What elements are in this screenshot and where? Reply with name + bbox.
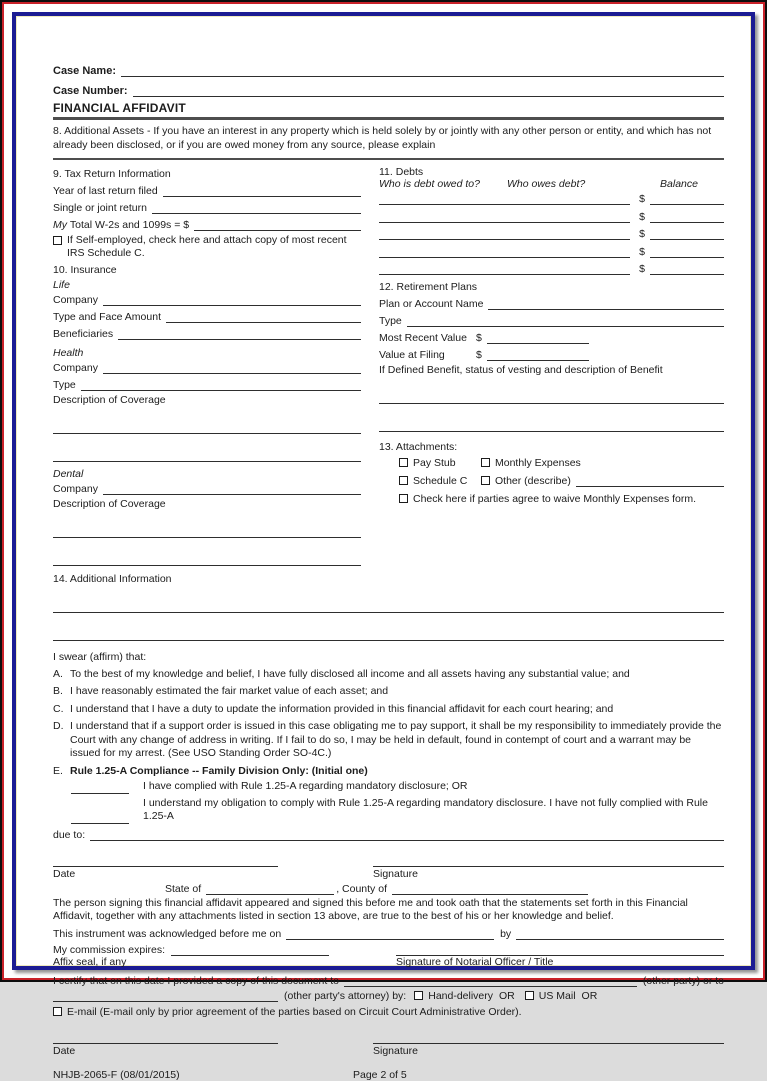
write-line[interactable] [53,600,724,613]
oath-item-letter: A. [53,667,63,680]
write-line[interactable] [53,525,361,538]
commission-date-field[interactable] [171,943,329,956]
recent-value-label: Most Recent Value [379,332,467,344]
life-type-field[interactable] [166,310,361,323]
by-label: by [500,927,512,940]
certify-row2 [53,989,724,1002]
case-name-row [53,61,724,77]
certify-row1 [53,973,724,987]
case-name-label: Case Name: [53,65,116,77]
left-column [53,166,361,569]
other-label: Other (describe) [495,474,571,487]
two-column-area [53,166,724,569]
monthly-expenses-label: Monthly Expenses [495,456,581,469]
oath-item-c [53,703,724,717]
dental-description-line2 [53,552,361,566]
us-mail-checkbox[interactable] [525,991,534,1000]
additional-info-line2 [53,627,724,641]
dollar-sign: $ [639,228,645,240]
affix-seal-label: Affix seal, if any [53,955,127,968]
section8-text: 8. Additional Assets - If you have an interest in any property which is held solely by or jointly with any other person or entity, and which has not already been disclosed, or if you are owed money from any source, please explain [53,125,712,151]
signature-row-2 [53,1031,724,1044]
section11-heading: 11. Debts [379,166,424,178]
signature-field[interactable] [373,1031,724,1044]
case-number-field[interactable] [133,84,724,97]
health-company-field[interactable] [103,361,361,374]
plan-type-row [379,313,724,327]
oath-item-text: I have reasonably estimated the fair market value of each asset; and [70,685,389,697]
page-inner-border [16,16,751,1081]
rule-option2-text: I understand my obligation to comply with Rule 1.25-A regarding mandatory disclosure. I have not fully complied with Rule 1.25-A [143,796,708,822]
health-label: Health [53,347,84,359]
dental-company-label: Company [53,483,98,495]
other-party-label: (other party) or to [642,974,724,987]
rule-option1-row [71,780,724,794]
state-label: State of [165,882,202,895]
oath-item-text: I understand that if a support order is issued in this case obligating me to pay support, it shall be my responsibility to immediately provide the Court with any change of address in writing. If I fail to do so, I may be held in default, found in contempt of court and a warrant may be issued for my arrest. (See USO Standing Order SO-4C.) [70,720,722,759]
attachments-row3 [399,492,724,505]
county-field[interactable] [392,882,588,895]
schedule-c-checkbox[interactable] [399,476,408,485]
oath-item-e [53,765,724,779]
tax-year-row [53,183,361,197]
waive-checkbox[interactable] [399,494,408,503]
balance-field[interactable] [650,210,724,223]
dollar-sign: $ [476,349,482,361]
dental-label: Dental [53,468,84,480]
debt-row [379,244,724,258]
health-description-line2 [53,448,361,462]
page-red-border [2,2,765,1081]
certify-row3 [53,1006,724,1018]
affix-seal-row [53,956,724,968]
balance-field[interactable] [650,192,724,205]
life-type-row [53,309,361,323]
balance-field[interactable] [650,227,724,240]
rule-option2-row [71,797,724,824]
certify-text: I certify that on this date I provided a copy of this document to [53,974,339,987]
pay-stub-label: Pay Stub [413,456,456,469]
case-number-row [53,81,724,97]
schedule-c-label: Schedule C [413,474,468,487]
single-joint-label: Single or joint return [53,202,147,214]
life-company-label: Company [53,294,98,306]
date-field[interactable] [53,1031,278,1044]
plan-name-label: Plan or Account Name [379,298,484,310]
value-filing-field[interactable] [487,348,589,361]
form-title: FINANCIAL AFFIDAVIT [53,101,186,115]
acknowledged-date-field[interactable] [286,927,494,940]
section13-heading: 13. Attachments: [379,441,458,453]
hand-delivery-label: Hand-delivery [428,989,494,1002]
beneficiaries-field[interactable] [118,327,361,340]
oath-item-a [53,668,724,682]
signature-labels-1 [53,868,724,880]
write-line[interactable] [379,419,724,432]
notarial-signature-field[interactable] [396,943,724,956]
due-to-field[interactable] [90,828,724,841]
w2-total-field[interactable] [194,218,361,231]
write-line[interactable] [53,421,361,434]
section12-heading: 12. Retirement Plans [379,281,478,293]
section-divider [53,158,724,160]
life-type-label: Type and Face Amount [53,311,161,323]
signature-field[interactable] [373,854,724,867]
oath-item-letter: B. [53,685,63,697]
debts-col1-header: Who is debt owed to? [379,178,480,190]
write-line[interactable] [53,449,361,462]
value-filing-row [379,347,724,361]
debts-col3-header: Balance [660,178,698,190]
monthly-expenses-checkbox[interactable] [481,458,490,467]
date-label: Date [53,1044,76,1057]
defined-benefit-label: If Defined Benefit, status of vesting and description of Benefit [379,364,663,376]
debt-field[interactable] [379,227,630,240]
waive-label: Check here if parties agree to waive Monthly Expenses form. [413,492,697,505]
attachments-row2 [399,474,724,487]
oath-item-d [53,720,724,761]
self-employed-label: If Self-employed, check here and attach copy of most recent IRS Schedule C. [67,234,347,259]
recent-value-field[interactable] [487,331,589,344]
attorney-field[interactable] [53,989,278,1002]
form-number: NHJB-2065-F (08/01/2015) [53,1068,180,1081]
w2-total-row [53,217,361,231]
other-describe-field[interactable] [576,474,724,487]
section14-heading: 14. Additional Information [53,573,172,585]
email-label: E-mail (E-mail only by prior agreement of the parties based on Circuit Court Administrative Order). [67,1005,522,1018]
plan-name-field[interactable] [488,297,724,310]
commission-label: My commission expires: [53,943,166,956]
dollar-sign: $ [639,263,645,275]
section9-heading: 9. Tax Return Information [53,168,171,180]
oath-item-letter: C. [53,702,64,715]
or-text: OR [499,989,515,1002]
additional-info-line1 [53,599,724,613]
debt-field[interactable] [379,245,630,258]
form-page [17,17,750,1081]
dental-description-label: Description of Coverage [53,498,166,510]
due-to-row [53,827,724,841]
dollar-sign: $ [639,210,645,223]
signature-label: Signature [373,867,418,880]
life-company-field[interactable] [103,293,361,306]
oath-section [53,651,724,841]
recent-value-row [379,330,724,344]
form-title-row [53,101,724,120]
beneficiaries-label: Beneficiaries [53,328,114,340]
life-label: Life [53,279,70,291]
self-employed-row [53,234,361,260]
debt-row [379,226,724,240]
acknowledged-row [53,926,724,940]
oath-item-text: To the best of my knowledge and belief, I have fully disclosed all income and all assets having any substantial value; and [70,667,630,680]
rule-option1-text: I have complied with Rule 1.25-A regarding mandatory disclosure; OR [143,780,468,792]
oath-item-letter: E. [53,764,63,777]
debt-field[interactable] [379,262,630,275]
state-field[interactable] [206,882,334,895]
due-to-label: due to: [53,828,86,841]
plan-type-field[interactable] [407,314,724,327]
oath-item-letter: D. [53,720,64,732]
dollar-sign: $ [476,332,482,344]
debt-field[interactable] [379,210,630,223]
w2-label: Total W-2s and 1099s = $ [69,219,190,231]
notarial-officer-label: Signature of Notarial Officer / Title [396,955,554,968]
signature-labels-2 [53,1045,724,1057]
date-label: Date [53,867,76,880]
health-type-label: Type [53,379,76,391]
debt-row [379,209,724,223]
page-footer [53,1069,724,1081]
dental-company-row [53,481,361,495]
write-line[interactable] [53,628,724,641]
balance-field[interactable] [650,245,724,258]
single-joint-field[interactable] [152,201,361,214]
dollar-sign: $ [639,193,645,205]
commission-row [53,943,724,956]
value-filing-label: Value at Filing [379,349,445,361]
hand-delivery-checkbox[interactable] [414,991,423,1000]
notary-paragraph: The person signing this financial affidavit appeared and signed this before me and took oath that the statements set forth in this Financial Affidavit, together with any attachments listed in section 13 above, are true to the best of his or her knowledge and belief. [53,896,688,922]
plan-name-row [379,296,724,310]
plan-type-label: Type [379,315,402,327]
signature-label: Signature [373,1044,418,1057]
health-company-row [53,360,361,374]
section10-heading: 10. Insurance [53,264,117,276]
case-name-field[interactable] [121,64,724,77]
debts-header-row [379,178,724,190]
attachments-row1 [399,456,724,469]
state-county-row [165,882,724,895]
date-field[interactable] [53,854,278,867]
tax-year-field[interactable] [163,184,361,197]
beneficiaries-row [53,326,361,340]
email-checkbox[interactable] [53,1007,62,1016]
initial-field[interactable] [71,811,129,824]
health-description-label: Description of Coverage [53,394,166,406]
page-blue-border [12,12,755,1081]
county-label: , County of [336,882,387,895]
case-number-label: Case Number: [53,85,128,97]
write-line[interactable] [379,391,724,404]
debt-field[interactable] [379,192,630,205]
balance-field[interactable] [650,262,724,275]
dental-description-line1 [53,524,361,538]
my-italic-label: My [53,219,67,231]
debts-col2-header: Who owes debt? [507,178,586,190]
self-employed-checkbox[interactable] [53,236,62,245]
dental-company-field[interactable] [103,482,361,495]
acknowledged-by-field[interactable] [516,927,724,940]
pay-stub-checkbox[interactable] [399,458,408,467]
debt-row [379,191,724,205]
health-description-line1 [53,420,361,434]
write-line[interactable] [53,553,361,566]
us-mail-label: US Mail [538,989,576,1002]
life-company-row [53,292,361,306]
initial-field[interactable] [71,781,129,794]
oath-intro: I swear (affirm) that: [53,651,147,663]
health-type-field[interactable] [81,378,361,391]
dollar-sign: $ [639,245,645,258]
or-text: OR [581,989,598,1002]
health-company-label: Company [53,362,98,374]
tax-year-label: Year of last return filed [53,185,158,197]
attorney-label: (other party's attorney) by: [284,989,407,1002]
rule-compliance-heading: Rule 1.25-A Compliance -- Family Division Only: (Initial one) [70,764,368,777]
single-joint-row [53,200,361,214]
defined-benefit-line1 [379,390,724,404]
other-checkbox[interactable] [481,476,490,485]
page-number: Page 2 of 5 [353,1068,407,1081]
acknowledged-label: This instrument was acknowledged before me on [53,927,282,940]
debt-row [379,261,724,275]
defined-benefit-line2 [379,418,724,432]
oath-item-b [53,685,724,699]
signature-row-1 [53,854,724,867]
right-column [379,166,724,569]
oath-item-text: I understand that I have a duty to update the information provided in this financial affidavit for each court hearing; and [70,702,614,715]
health-type-row [53,377,361,391]
other-party-field[interactable] [344,974,637,987]
